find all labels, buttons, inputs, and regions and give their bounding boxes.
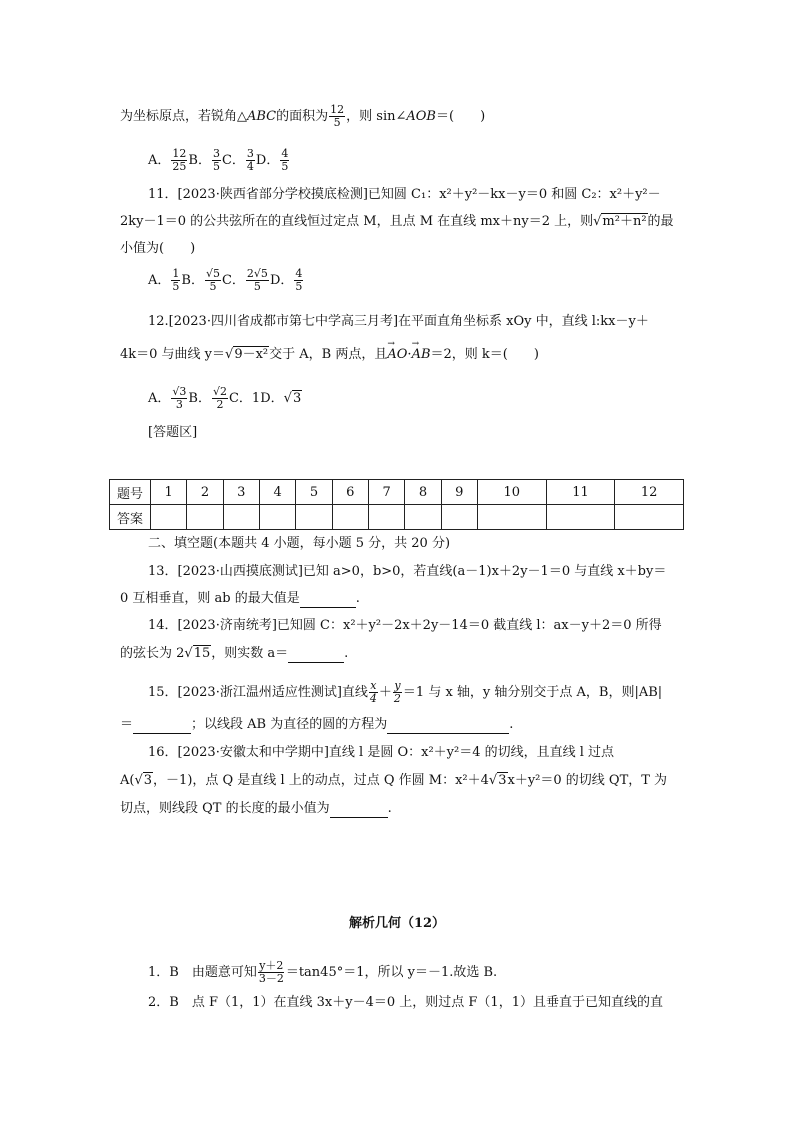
- answer-cell[interactable]: [477, 505, 546, 530]
- table-cell: 9: [441, 480, 477, 505]
- table-cell: 2: [187, 480, 223, 505]
- answer-table-number-row: [110, 480, 684, 505]
- answer-cell[interactable]: [441, 505, 477, 530]
- q15-line-1: 15．[2023·浙江温州适应性测试]直线 $\frac{x}{4}$ ＋ $\frac{y}{2}$ ＝1 与 x 轴，y 轴分别交于点 A，B，则|AB|: [148, 679, 663, 705]
- answer-cell[interactable]: [332, 505, 368, 530]
- answer-table-answer-row: [110, 505, 684, 530]
- answer-cell[interactable]: [223, 505, 259, 530]
- vector-ao: → AO: [387, 346, 407, 364]
- q12-line-2: 4k＝0 与曲线 y＝√9－x²交于 A，B 两点，且→ AO·→ AB＝2，则 k＝( ): [120, 346, 539, 364]
- q13-blank[interactable]: [300, 593, 356, 608]
- q15-line-2: ＝ ；以线段 AB 为直径的圆的方程为 .: [120, 717, 514, 732]
- q15-blank-2[interactable]: [387, 719, 509, 734]
- q10-area-fraction: $\frac{12}{5}$: [330, 103, 345, 129]
- vector-ab: → AB: [412, 346, 431, 364]
- table-cell: 10: [477, 480, 546, 505]
- q11-sqrt: √m²＋n²: [593, 214, 647, 229]
- q10-text-d: ＝( ): [436, 109, 486, 124]
- answer-table: [109, 479, 684, 530]
- answer-2: 2．B 点 F（1，1）在直线 3x＋y－4＝0 上，则过点 F（1，1）且垂直于已知直线的直: [148, 995, 663, 1010]
- q10-angle-name: AOB: [406, 109, 436, 124]
- table-cell: 11: [546, 480, 615, 505]
- table-header-number: 题号: [110, 480, 151, 505]
- q14-line-1: 14．[2023·济南统考]已知圆 C：x²＋y²－2x＋2y－14＝0 截直线 l：ax－y＋2＝0 所得: [148, 618, 662, 633]
- answers-title: 解析几何（12）: [348, 916, 446, 931]
- answer-cell[interactable]: [368, 505, 404, 530]
- q11-options: A． $\frac{1}{5}$ B． $\frac{√5}{5}$ C． $\frac{2√5}{5}$ D． $\frac{4}{5}$: [148, 267, 303, 293]
- table-header-answer: 答案: [110, 505, 151, 530]
- table-cell: 8: [405, 480, 441, 505]
- answer-area-label: [答题区]: [148, 425, 198, 440]
- answer-cell[interactable]: [546, 505, 615, 530]
- q14-blank[interactable]: [288, 648, 344, 663]
- answer-cell[interactable]: [615, 505, 684, 530]
- q10-text-c: ，则 sin∠: [346, 109, 407, 124]
- q14-line-2: 的弦长为 2√15，则实数 a＝ .: [120, 646, 349, 661]
- table-cell: 4: [259, 480, 295, 505]
- table-cell: 7: [368, 480, 404, 505]
- q16-line-1: 16．[2023·安徽太和中学期中]直线 l 是圆 O：x²＋y²＝4 的切线，且直线 l 过点: [148, 745, 615, 760]
- q11-line-3: 小值为( ): [120, 241, 196, 256]
- table-cell: 5: [296, 480, 332, 505]
- answer-cell[interactable]: [259, 505, 295, 530]
- q12-line-1: 12.[2023·四川省成都市第七中学高三月考]在平面直角坐标系 xOy 中，直线 l:kx－y＋: [148, 314, 649, 329]
- table-cell: 1: [151, 480, 187, 505]
- q13-line-1: 13．[2023·山西摸底测试]已知 a>0，b>0，若直线(a－1)x＋2y－1＝0 与直线 x＋by＝: [148, 564, 667, 579]
- q10-text-b: 的面积为: [276, 109, 329, 124]
- q12-options: A． $\frac{√3}{3}$ B． $\frac{√2}{2}$ C．1D．√3: [148, 385, 302, 411]
- answer-cell[interactable]: [405, 505, 441, 530]
- q16-blank[interactable]: [330, 803, 388, 818]
- table-cell: 12: [615, 480, 684, 505]
- table-cell: 3: [223, 480, 259, 505]
- q15-blank-1[interactable]: [133, 719, 191, 734]
- q11-line-1: 11．[2023·陕西省部分学校摸底检测]已知圆 C₁：x²＋y²－kx－y＝0 和圆 C₂：x²＋y²－: [148, 187, 661, 202]
- answer-cell[interactable]: [187, 505, 223, 530]
- q16-line-2: A(√3，－1)，点 Q 是直线 l 上的动点，过点 Q 作圆 M：x²＋4√3x＋y²＝0 的切线 QT，T 为: [120, 773, 668, 788]
- q10-triangle-name: ABC: [247, 109, 277, 124]
- q11-line-2: 2ky－1＝0 的公共弦所在的直线恒过定点 M，且点 M 在直线 mx＋ny＝2 上，则√m²＋n²的最: [120, 214, 674, 229]
- answer-cell[interactable]: [296, 505, 332, 530]
- table-cell: 6: [332, 480, 368, 505]
- q10-text: 为坐标原点，若锐角△: [120, 109, 247, 124]
- answer-cell[interactable]: [151, 505, 187, 530]
- answer-1: 1．B 由题意可知 $\frac{y+2}{3-2}$ ＝tan45°＝1，所以 y＝－1.故选 B.: [148, 959, 498, 985]
- q13-line-2: 0 互相垂直，则 ab 的最大值是 .: [120, 591, 360, 606]
- q10-tail-line: [120, 104, 485, 129]
- q16-line-3: 切点，则线段 QT 的长度的最小值为 .: [120, 801, 392, 816]
- q10-options: A． $\frac{12}{25}$ B． $\frac{3}{5}$ C． $\frac{3}{4}$ D． $\frac{4}{5}$: [148, 147, 289, 173]
- section-2-heading: 二、填空题(本题共 4 小题，每小题 5 分，共 20 分): [148, 536, 451, 551]
